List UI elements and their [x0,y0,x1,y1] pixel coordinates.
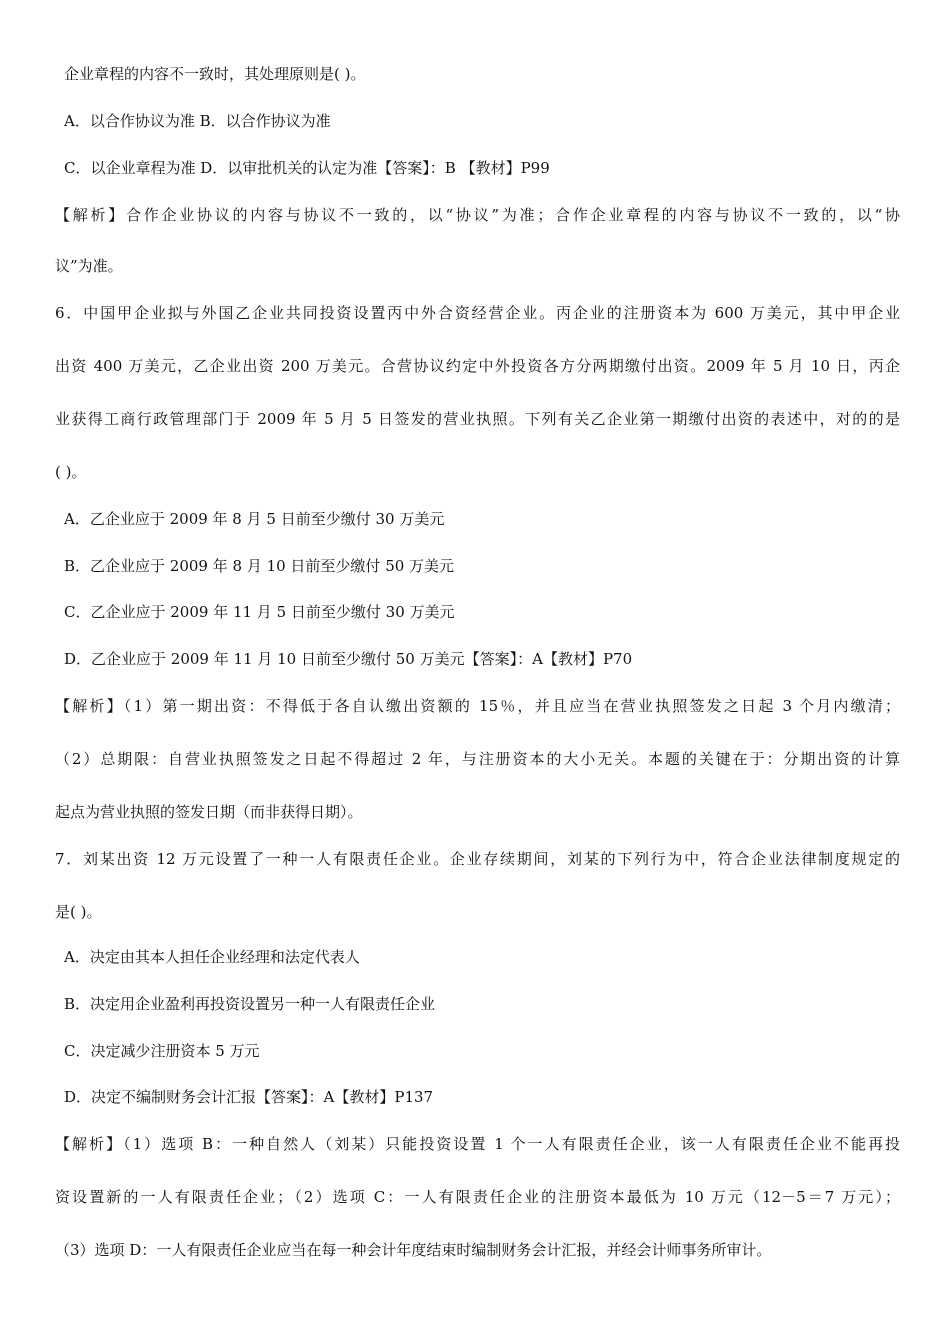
question-line: 是( )。 [55,903,102,921]
question-line: 7．刘某出资 12 万元设置了一种一人有限责任企业。企业存续期间，刘某的下列行为中，符合企业法律制度规定的 [55,850,900,868]
option-line: C．以企业章程为准 D．以审批机关的认定为准【答案】：B 【教材】P99 [64,159,550,177]
analysis-line: （2）总期限：自营业执照签发之日起不得超过 2 年，与注册资本的大小无关。本题的关键在于：分期出资的计算 [55,750,900,768]
analysis-line: 【解析】（1）选项 B：一种自然人（刘某）只能投资设置 1 个一人有限责任企业，该一人有限责任企业不能再投 [55,1135,900,1153]
option-line: A．以合作协议为准 B．以合作协议为准 [64,112,331,130]
analysis-line: 议”为准。 [55,257,123,275]
option-line: D．乙企业应于 2009 年 11 月 10 日前至少缴付 50 万美元【答案】：A【教材】P70 [64,650,633,668]
analysis-line: 【解析】合作企业协议的内容与协议不一致的，以“协议”为准；合作企业章程的内容与协议不一致的，以“协 [55,206,900,224]
analysis-line: 资设置新的一人有限责任企业；（2）选项 C：一人有限责任企业的注册资本最低为 10 万元（12－5＝7 万元）； [55,1188,900,1206]
text-line: 企业章程的内容不一致时，其处理原则是( )。 [64,65,366,83]
option-line: C．决定减少注册资本 5 万元 [64,1042,260,1060]
option-line: A．乙企业应于 2009 年 8 月 5 日前至少缴付 30 万美元 [64,510,445,528]
question-line: 业获得工商行政管理部门于 2009 年 5 月 5 日签发的营业执照。下列有关乙企业第一期缴付出资的表述中，对的的是 [55,410,900,428]
analysis-line: 起点为营业执照的签发日期（而非获得日期）。 [55,803,363,821]
option-line: A．决定由其本人担任企业经理和法定代表人 [64,948,360,966]
question-line: 6．中国甲企业拟与外国乙企业共同投资设置丙中外合资经营企业。丙企业的注册资本为 600 万美元，其中甲企业 [55,304,900,322]
analysis-line: 【解析】（1）第一期出资：不得低于各自认缴出资额的 15％，并且应当在营业执照签发之日起 3 个月内缴清； [55,697,900,715]
question-line: 出资 400 万美元，乙企业出资 200 万美元。合营协议约定中外投资各方分两期缴付出资。2009 年 5 月 10 日，丙企 [55,357,900,375]
option-line: B．决定用企业盈利再投资设置另一种一人有限责任企业 [64,995,436,1013]
option-line: B．乙企业应于 2009 年 8 月 10 日前至少缴付 50 万美元 [64,557,455,575]
option-line: C．乙企业应于 2009 年 11 月 5 日前至少缴付 30 万美元 [64,603,455,621]
option-line: D．决定不编制财务会计汇报【答案】：A【教材】P137 [64,1088,434,1106]
analysis-line: （3）选项 D：一人有限责任企业应当在每一种会计年度结束时编制财务会计汇报，并经会计师事务所审计。 [55,1241,772,1259]
question-line: ( )。 [55,463,87,481]
